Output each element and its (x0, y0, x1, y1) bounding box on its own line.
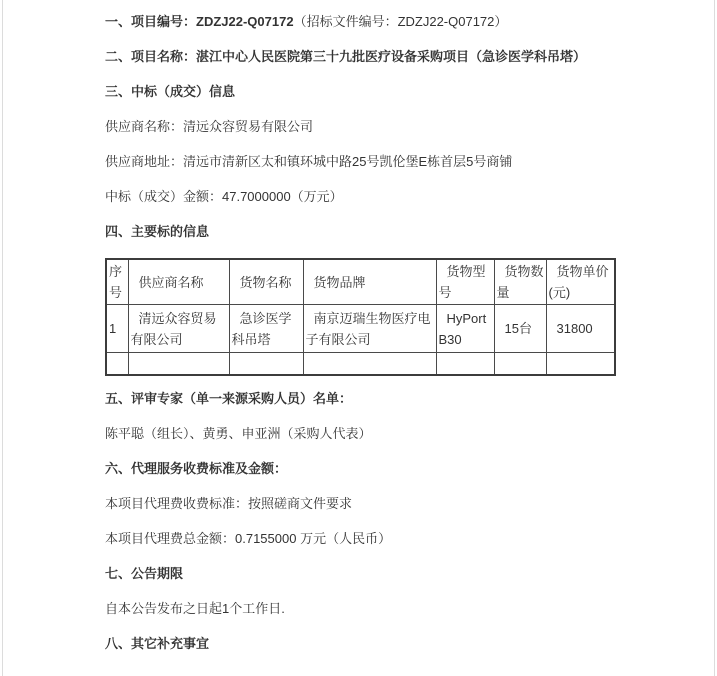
agency-fee-standard-line: 本项目代理费收费标准：按照磋商文件要求 (105, 495, 353, 511)
header-cell-model: 货物型号 (436, 259, 494, 305)
cell-empty (436, 353, 494, 375)
header-cell-supplier: 供应商名称 (128, 259, 229, 305)
supplier-address-line: 供应商地址：清远市清新区太和镇环城中路25号凯伦堡E栋首层5号商铺 (105, 154, 513, 169)
announcement-page (2, 0, 715, 676)
tender-doc-number: （招标文件编号：ZDZJ22-Q07172） (293, 14, 508, 29)
award-info-heading: 三、中标（成交）信息 (105, 84, 236, 99)
cell-empty (546, 353, 615, 375)
table-row (106, 305, 615, 353)
cell-quantity: 15台 (494, 305, 546, 353)
review-experts-heading: 五、评审专家（单一来源采购人员）名单： (105, 390, 353, 406)
agency-fee-heading: 六、代理服务收费标准及金额： (105, 460, 288, 476)
main-items-heading: 四、主要标的信息 (105, 224, 210, 239)
announcement-period-heading: 七、公告期限 (105, 565, 184, 581)
main-items-table (105, 258, 616, 376)
project-number-label: 一、项目编号：ZDZJ22-Q07172 (105, 14, 294, 29)
cell-empty (128, 353, 229, 375)
award-amount-line: 中标（成交）金额：47.7000000（万元） (105, 189, 343, 204)
cell-supplier: 清远众容贸易有限公司 (128, 305, 229, 353)
cell-empty (229, 353, 303, 375)
cell-model: HyPort B30 (436, 305, 494, 353)
cell-empty (494, 353, 546, 375)
project-name-line: 二、项目名称：湛江中心人民医院第三十九批医疗设备采购项目（急诊医学科吊塔） (105, 49, 587, 64)
other-matters-heading: 八、其它补充事宜 (105, 635, 210, 651)
review-experts-names: 陈平聪（组长）、黄勇、申亚洲（采购人代表） (105, 425, 372, 441)
header-cell-quantity: 货物数量 (494, 259, 546, 305)
header-cell-unit-price: 货物单价(元) (546, 259, 615, 305)
announcement-period-body: 自本公告发布之日起1个工作日. (105, 600, 285, 616)
project-number-line (105, 13, 700, 31)
cell-brand: 南京迈瑞生物医疗电子有限公司 (303, 305, 436, 353)
cell-unit-price: 31800 (546, 305, 615, 353)
table-header-row (106, 259, 615, 305)
header-cell-seq: 序号 (106, 259, 128, 305)
cell-empty (303, 353, 436, 375)
cell-seq: 1 (106, 305, 128, 353)
cell-goods-name: 急诊医学科吊塔 (229, 305, 303, 353)
table-row-empty (106, 353, 615, 375)
agency-fee-total-line: 本项目代理费总金额：0.7155000 万元（人民币） (105, 530, 392, 546)
header-cell-goods-name: 货物名称 (229, 259, 303, 305)
header-cell-brand: 货物品牌 (303, 259, 436, 305)
supplier-name-line: 供应商名称：清远众容贸易有限公司 (105, 119, 314, 134)
cell-empty (106, 353, 128, 375)
